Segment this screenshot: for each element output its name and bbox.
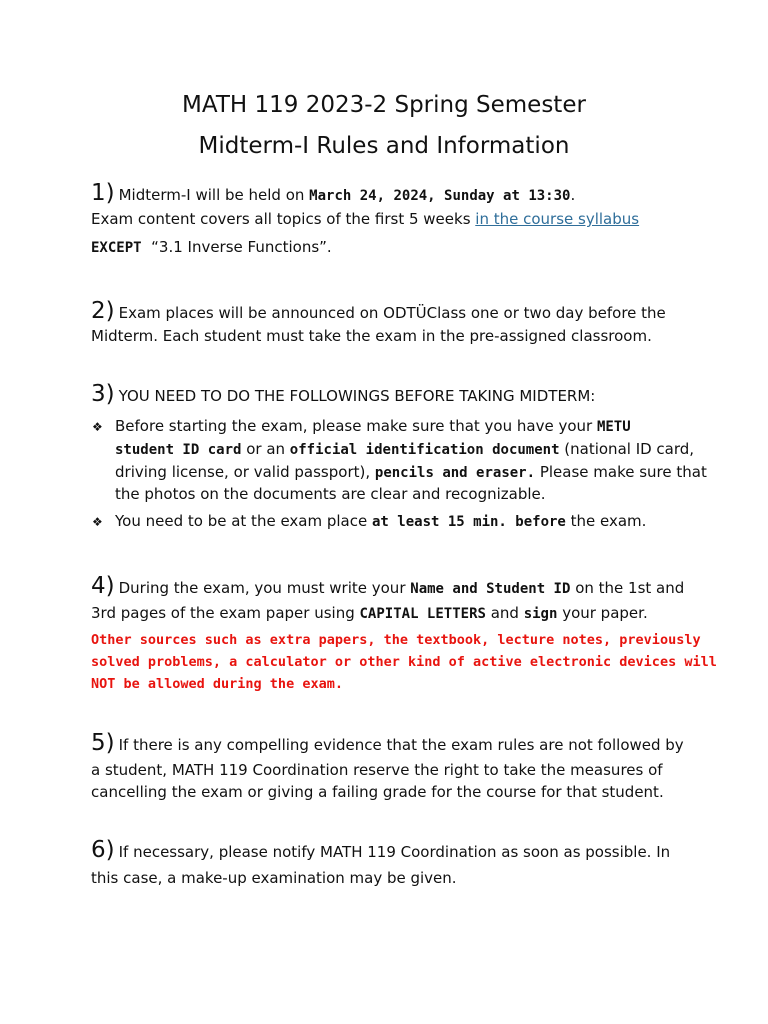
exam-date: March 24, 2024, Sunday at 13:30 [309, 188, 571, 204]
course-syllabus-link[interactable]: in the course syllabus [475, 210, 640, 228]
section-1-line-1: 1) Midterm-I will be held on March 24, 2024, Sunday at 13:30. [91, 180, 576, 206]
section-5-number: 5) [91, 730, 115, 756]
section-6-line-1: 6) If necessary, please notify MATH 119 Coordination as soon as possible. In [91, 837, 671, 863]
section-4-line-2: 3rd pages of the exam paper using CAPITAL LETTERS and sign your paper. [91, 604, 648, 622]
section-3-heading: 3) YOU NEED TO DO THE FOLLOWINGS BEFORE TAKING MIDTERM: [91, 381, 596, 407]
bullet-1-line-2: student ID card or an official identification document (national ID card, [115, 440, 695, 458]
warning-line-2: solved problems, a calculator or other kind of active electronic devices will [91, 654, 717, 670]
section-6-number: 6) [91, 837, 115, 863]
section-5-line-3: cancelling the exam or giving a failing grade for the course for that student. [91, 783, 664, 801]
bullet-2-line-1: You need to be at the exam place at least 15 min. before the exam. [115, 512, 647, 530]
section-2-line-2: Midterm. Each student must take the exam in the pre-assigned classroom. [91, 327, 652, 345]
section-4-line-1: 4) During the exam, you must write your Name and Student ID on the 1st and [91, 573, 685, 599]
warning-line-1: Other sources such as extra papers, the textbook, lecture notes, previously [91, 632, 701, 648]
bullet-diamond-icon: ❖ [92, 515, 103, 529]
section-1-number: 1) [91, 180, 115, 206]
section-4-number: 4) [91, 573, 115, 599]
title-line-2: Midterm-I Rules and Information [198, 133, 570, 159]
warning-line-3: NOT be allowed during the exam. [91, 676, 343, 692]
bullet-1-line-1: Before starting the exam, please make sure that you have your METU [115, 417, 631, 435]
section-2-line-1: 2) Exam places will be announced on ODTÜClass one or two day before the [91, 298, 666, 324]
bullet-1-line-3: driving license, or valid passport), pencils and eraser. Please make sure that [115, 463, 707, 481]
section-1-line-2: Exam content covers all topics of the first 5 weeks in the course syllabus [91, 210, 640, 228]
bullet-1-line-4: the photos on the documents are clear and recognizable. [115, 485, 546, 503]
section-2-number: 2) [91, 298, 115, 324]
bullet-diamond-icon: ❖ [92, 420, 103, 434]
section-3-number: 3) [91, 381, 115, 407]
section-1-line-3: EXCEPT “3.1 Inverse Functions”. [91, 238, 332, 256]
section-5-line-2: a student, MATH 119 Coordination reserve the right to take the measures of [91, 761, 663, 779]
title-line-1: MATH 119 2023-2 Spring Semester [182, 92, 586, 118]
section-5-line-1: 5) If there is any compelling evidence that the exam rules are not followed by [91, 730, 684, 756]
section-6-line-2: this case, a make-up examination may be given. [91, 869, 457, 887]
